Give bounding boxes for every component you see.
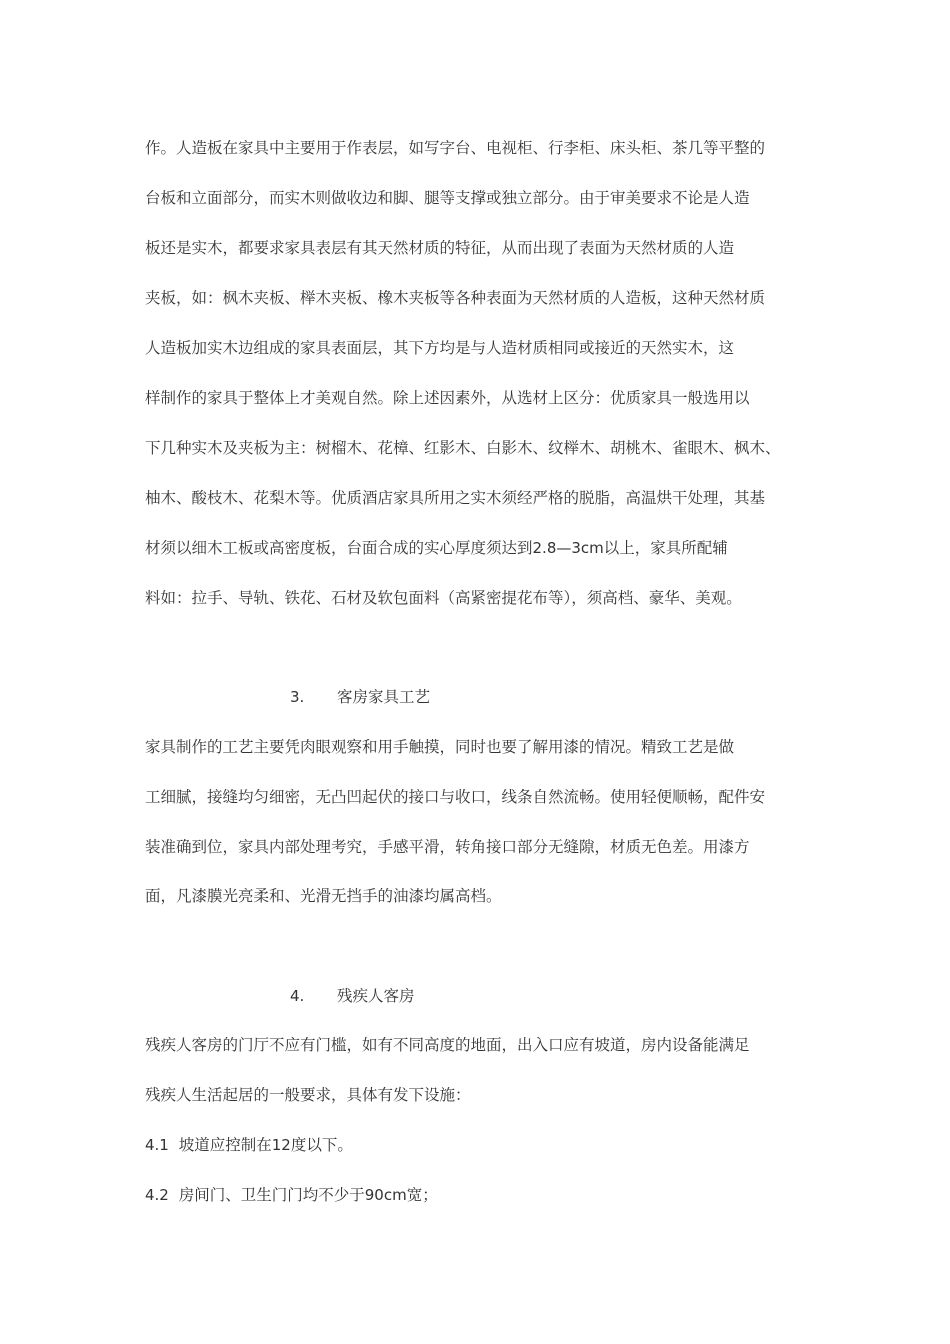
item-value: 12 [271,1136,291,1154]
item-value: 90cm [364,1186,407,1204]
item-text: 坡道应控制在 [178,1136,272,1154]
section-heading [145,685,795,709]
paragraph-line: 工细腻，接缝均匀细密，无凸凹起伏的接口与收口，线条自然流畅。使用轻便顺畅，配件安 [145,788,766,806]
paragraph-line: 料如：拉手、导轨、铁花、石材及软包面料（高紧密提花布等），须高档、豪华、美观。 [145,589,742,607]
paragraph-line: 作。人造板在家具中主要用于作表层，如写字台、电视柜、行李柜、床头柜、茶几等平整的 [145,139,766,157]
paragraph-line: 面，凡漆膜光亮柔和、光滑无挡手的油漆均属高档。 [145,887,502,905]
paragraph-line: 柚木、酸枝木、花梨木等。优质酒店家具所用之实木须经严格的脱脂，高温烘干处理，其基 [145,489,766,507]
paragraph-line: 家具制作的工艺主要凭肉眼观察和用手触摸，同时也要了解用漆的情况。精致工艺是做 [145,738,735,756]
list-item [145,1183,795,1207]
section-title: 客房家具工艺 [337,688,431,706]
item-text: 度以下。 [290,1136,353,1154]
paragraph-line: 残疾人生活起居的一般要求，具体有发下设施： [145,1086,471,1104]
paragraph-line: 板还是实木，都要求家具表层有其天然材质的特征，从而出现了表面为天然材质的人造 [145,239,735,257]
paragraph-line: 装准确到位，家具内部处理考究，手感平滑，转角接口部分无缝隙，材质无色差。用漆方 [145,838,750,856]
paragraph-line: 样制作的家具于整体上才美观自然。除上述因素外，从选材上区分：优质家具一般选用以 [145,389,750,407]
section-heading [145,984,795,1008]
line-text: 材须以细木工板或高密度板，台面合成的实心厚度须达到 [145,539,533,557]
thickness-value: 2.8—3cm [532,539,604,557]
section-number: 3. [290,688,305,706]
line-text: 以上，家具所配辅 [603,539,728,557]
section-title: 残疾人客房 [337,987,415,1005]
paragraph-line: 夹板，如：枫木夹板、榉木夹板、橡木夹板等各种表面为天然材质的人造板，这种天然材质 [145,289,766,307]
paragraph-line: 人造板加实木边组成的家具表面层，其下方均是与人造材质相同或接近的天然实木，这 [145,339,735,357]
paragraph-line [145,536,795,560]
item-number: 4.2 [145,1186,169,1204]
list-item [145,1133,795,1157]
item-text: 宽； [406,1186,438,1204]
paragraph-line: 下几种实木及夹板为主：树榴木、花樟、红影木、白影木、纹榉木、胡桃木、雀眼木、枫木、 [145,439,781,457]
section-number: 4. [290,987,305,1005]
paragraph-line: 残疾人客房的门厅不应有门槛，如有不同高度的地面，出入口应有坡道，房内设备能满足 [145,1036,750,1054]
item-number: 4.1 [145,1136,169,1154]
paragraph-line: 台板和立面部分，而实木则做收边和脚、腿等支撑或独立部分。由于审美要求不论是人造 [145,189,750,207]
item-text: 房间门、卫生门门均不少于 [178,1186,365,1204]
